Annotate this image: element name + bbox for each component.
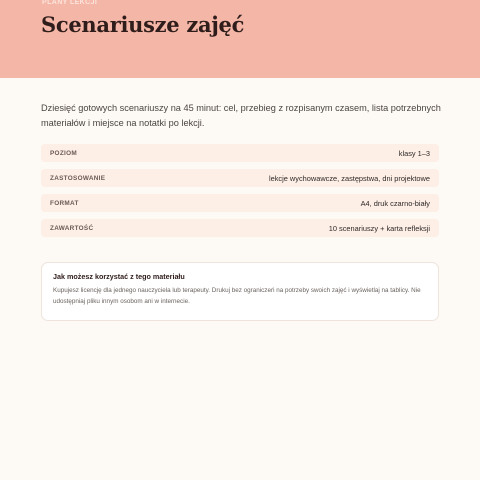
detail-value: lekcje wychowawcze, zastępstwa, dni projektowe <box>268 173 430 183</box>
page-title: Scenariusze zajęć <box>41 12 245 37</box>
detail-row-contents <box>41 219 439 237</box>
detail-row-level <box>41 144 439 162</box>
detail-label: ZASTOSOWANIE <box>50 174 106 182</box>
license-title: Jak możesz korzystać z tego materiału <box>53 272 185 281</box>
detail-value: A4, druk czarno-biały <box>360 198 430 208</box>
detail-label: POZIOM <box>50 149 78 157</box>
license-card <box>41 262 439 321</box>
license-text: Kupujesz licencję dla jednego nauczyciela lub terapeuty. Drukuj bez ograniczeń na potrzeby swoich zajęć i wyświetlaj na tablicy. Nie udostępniaj pliku innym osobom ani w internecie. <box>53 287 421 305</box>
category-label: PLANY LEKCJI <box>42 0 98 6</box>
detail-label: FORMAT <box>50 199 79 207</box>
detail-row-format <box>41 194 439 212</box>
detail-value: klasy 1–3 <box>398 148 430 158</box>
intro-text: Dziesięć gotowych scenariuszy na 45 minut: cel, przebieg z rozpisanym czasem, lista potrzebnych materiałów i miejsce na notatki po lekcji. <box>41 103 441 128</box>
detail-row-use <box>41 169 439 187</box>
detail-value: 10 scenariuszy + karta refleksji <box>328 223 430 233</box>
header-banner <box>0 0 480 78</box>
detail-label: ZAWARTOŚĆ <box>50 224 94 232</box>
